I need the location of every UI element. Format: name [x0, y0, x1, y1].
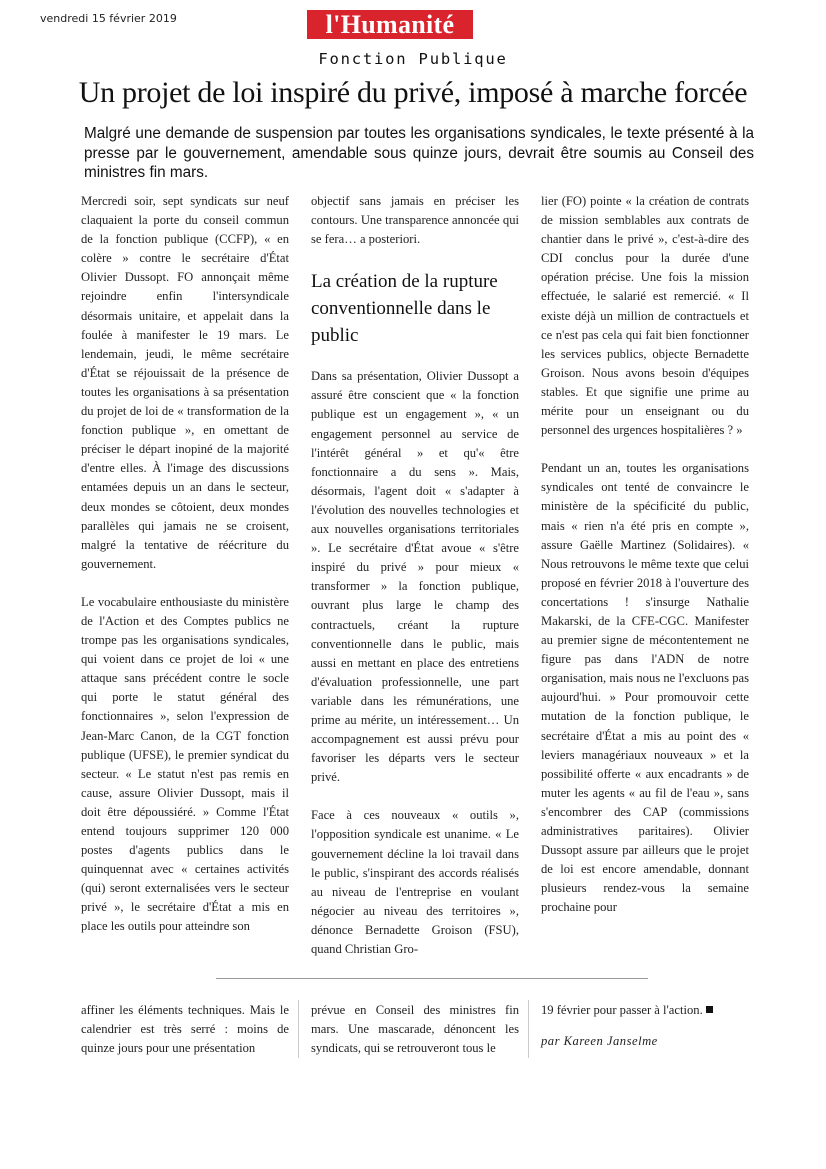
- article-subheading: La création de la rupture conventionnelle dans le public: [311, 271, 498, 347]
- column-divider: [528, 1000, 529, 1058]
- paragraph: Le vocabulaire enthousiaste du ministère de l'Action et des Comptes publics ne trompe pas les organisations syndicales, qui voient dans ce projet de loi « une attaque sans précédent contre le socle qui porte le statut général des fonctionnaires », selon l'expression de Jean-Marc Canon, de la CGT fonction publique (UFSE), le premier syndicat du secteur. « Le statut n'est pas remis en cause, assure Olivier Dussopt, mais il doit être dépoussiéré. » Comme l'État entend toujours supprimer 120 000 postes d'agents publics dans le quinquennat avec « certaines activités (qui) seront externalisées vers le secteur privé », le secrétaire d'État a mis en place les outils pour atteindre son: [81, 594, 289, 934]
- continuation-column-3: [541, 1001, 749, 1051]
- end-of-article-mark-icon: [706, 1006, 713, 1013]
- paragraph: prévue en Conseil des ministres fin mars. Une mascarade, dénoncent les syndicats, qui se retrouveront tous le: [311, 1003, 519, 1056]
- article-column-1: [81, 192, 289, 956]
- newspaper-logo: l'Humanité: [307, 10, 473, 39]
- paragraph: Mercredi soir, sept syndicats sur neuf claquaient la porte du conseil commun de la fonction publique (CCFP), « en colère » contre le secrétaire d'État Olivier Dussopt. FO annonçait même rejoindre enfin l'intersyndicale désormais unitaire, et appelait dans la foulée à manifester le 19 mars. Le lendemain, jeudi, le même secrétaire d'État se réjouissait de la présence de toutes les organisations à sa présentation du projet de loi de « transformation de la fonction publique », en omettant de préciser le départ inopiné de la majorité d'entre elles. À l'image des discussions entamées depuis un an dans le secteur, deux mondes se côtoient, deux mondes parallèles qui jamais ne se croisent, malgré la tentative de réécriture du gouvernement.: [81, 194, 289, 571]
- continuation-column-1: [81, 1001, 289, 1058]
- article-column-3: [541, 192, 749, 936]
- paragraph: Dans sa présentation, Olivier Dussopt a assuré être conscient que « la fonction publique est un engagement », « un engagement personnel au service de l'intérêt général » et qu'« être fonctionnaire a du sens ». Mais, désormais, l'agent doit « s'adapter à l'évolution des nouvelles technologies et aux nouvelles organisations territoriales ». Le secrétaire d'État avoue « s'être inspiré du privé » pour mieux « transformer » la fonction publique, ouvrant plus large le champ des contractuels, créant la rupture conventionnelle dans le public, mais aussi en mettant en place des entretiens d'évaluation professionnelle, une part variable dans les rémunérations, une prime au mérite, un intéressement… Un accompagnement est aussi prévu pour favoriser les départs vers le secteur privé.: [311, 369, 519, 785]
- author-byline: par Kareen Janselme: [541, 1034, 658, 1049]
- paragraph: objectif sans jamais en préciser les contours. Une transparence annoncée qui se fera… a posteriori.: [311, 194, 519, 247]
- article-column-2: [311, 192, 519, 978]
- horizontal-divider: [216, 978, 648, 979]
- paragraph: affiner les éléments techniques. Mais le calendrier est très serré : moins de quinze jours pour une présentation: [81, 1003, 289, 1056]
- publication-date: vendredi 15 février 2019: [40, 12, 177, 25]
- paragraph: lier (FO) pointe « la création de contrats de mission semblables aux contrats de chantier dans le privé », c'est-à-dire des CDI conclus pour la durée d'une opération précise. Une fois la mission effectuée, le salarié est remercié. « Il existe déjà un million de contractuels et ce n'est pas cela qui fait bien fonctionner les services publics, objecte Bernadette Groison. Nous avons besoin d'équipes stables. Et que signifie une prime au mérite pour un enseignant ou du personnel des urgences hospitalières ? »: [541, 194, 749, 438]
- section-rubric: Fonction Publique: [318, 50, 508, 68]
- article-standfirst: Malgré une demande de suspension par toutes les organisations syndicales, le texte présenté à la presse par le gouvernement, amendable sous quinze jours, devrait être soumis au Conseil des ministres fin mars.: [84, 125, 754, 181]
- article-headline: Un projet de loi inspiré du privé, imposé à marche forcée: [78, 76, 748, 109]
- closing-paragraph: [541, 1001, 749, 1020]
- closing-text: 19 février pour passer à l'action.: [541, 1003, 703, 1017]
- paragraph: Face à ces nouveaux « outils », l'opposition syndicale est unanime. « Le gouvernement décline la loi travail dans le public, s'inspirant des accords réalisés au niveau de l'entreprise en voulant négocier au niveau des territoires », dénonce Bernadette Groison (FSU), quand Christian Gro-: [311, 808, 519, 956]
- column-divider: [298, 1000, 299, 1058]
- paragraph: Pendant un an, toutes les organisations syndicales ont tenté de convaincre le ministère de la spécificité du public, mais « rien n'a été pris en compte », assure Gaëlle Martinez (Solidaires). « Nous retrouvons le même texte que celui proposé en février 2018 à l'ouverture des concertations ! s'insurge Nathalie Makarski, de la CFE-CGC. Manifester au premier signe de mécontentement ne figure pas dans l'ADN de notre organisation, mais nous ne l'excluons pas aujourd'hui. » Pour promouvoir cette mutation de la fonction publique, le secrétaire d'État a mis au point des « leviers managériaux nouveaux » et la possibilité offerte « aux encadrants » de muter les agents « au fil de l'eau », sans s'encombrer des CAP (commissions administratives paritaires). Olivier Dussopt assure par ailleurs que le projet de loi est encore amendable, donnant plusieurs rendez-vous la semaine prochaine pour: [541, 461, 749, 915]
- continuation-column-2: [311, 1001, 519, 1058]
